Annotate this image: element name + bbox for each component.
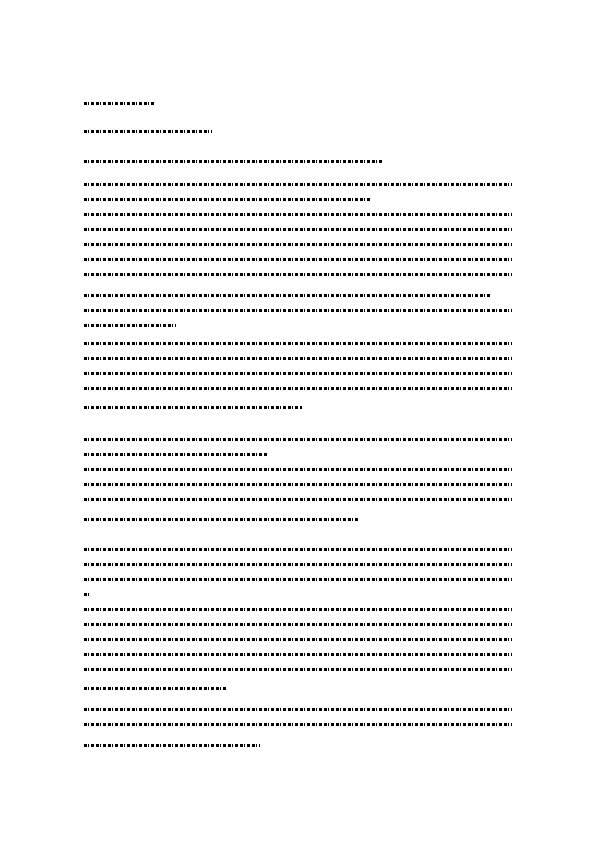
text-line — [84, 623, 512, 626]
heading-line — [0, 128, 595, 137]
paragraph-line — [0, 706, 595, 715]
paragraph-line — [0, 158, 595, 167]
paragraph-line — [0, 322, 595, 331]
text-line — [84, 453, 268, 456]
paragraph-line — [0, 481, 595, 490]
paragraph-line — [0, 742, 595, 751]
text-line — [84, 183, 512, 186]
heading-line — [0, 100, 595, 109]
text-line — [84, 548, 512, 551]
paragraph-line — [0, 576, 595, 585]
text-line — [84, 638, 512, 641]
text-line — [84, 687, 226, 690]
text-line — [84, 130, 212, 133]
text-line — [84, 438, 512, 441]
text-line — [84, 387, 512, 390]
paragraph-line — [0, 621, 595, 630]
text-line — [84, 498, 512, 501]
text-line — [84, 723, 512, 726]
paragraph-line — [0, 546, 595, 555]
paragraph-line — [0, 355, 595, 364]
text-line — [84, 668, 512, 671]
text-line — [84, 578, 512, 581]
text-line — [84, 744, 260, 747]
text-line — [84, 228, 512, 231]
text-line — [84, 357, 512, 360]
paragraph-line — [0, 561, 595, 570]
paragraph-line — [0, 436, 595, 445]
paragraph-line — [0, 256, 595, 265]
paragraph-line — [0, 211, 595, 220]
paragraph-line — [0, 636, 595, 645]
text-line — [84, 608, 512, 611]
paragraph-line — [0, 721, 595, 730]
paragraph-line — [0, 292, 595, 301]
paragraph-line — [0, 241, 595, 250]
text-line — [84, 198, 370, 201]
text-line — [84, 102, 154, 105]
text-line — [84, 372, 512, 375]
text-line — [84, 563, 512, 566]
paragraph-line — [0, 651, 595, 660]
text-line — [84, 483, 512, 486]
text-line — [84, 406, 302, 409]
paragraph-line — [0, 226, 595, 235]
paragraph-line — [0, 181, 595, 190]
paragraph-line — [0, 591, 595, 600]
text-line — [84, 342, 512, 345]
text-line — [84, 258, 512, 261]
text-line — [84, 243, 512, 246]
text-line — [84, 653, 512, 656]
paragraph-line — [0, 516, 595, 525]
text-line — [84, 518, 360, 521]
text-line — [84, 213, 512, 216]
paragraph-line — [0, 666, 595, 675]
paragraph-line — [0, 404, 595, 413]
text-line — [84, 468, 512, 471]
text-line — [84, 273, 512, 276]
text-line — [84, 160, 382, 163]
paragraph-line — [0, 370, 595, 379]
text-line — [84, 708, 512, 711]
paragraph-line — [0, 466, 595, 475]
paragraph-line — [0, 451, 595, 460]
text-line — [84, 294, 492, 297]
text-line — [84, 309, 512, 312]
paragraph-line — [0, 385, 595, 394]
paragraph-line — [0, 271, 595, 280]
paragraph-line — [0, 196, 595, 205]
paragraph-line — [0, 496, 595, 505]
paragraph-line — [0, 307, 595, 316]
text-line — [84, 324, 176, 327]
paragraph-line — [0, 685, 595, 694]
text-line — [84, 593, 90, 596]
paragraph-line — [0, 340, 595, 349]
paragraph-line — [0, 606, 595, 615]
